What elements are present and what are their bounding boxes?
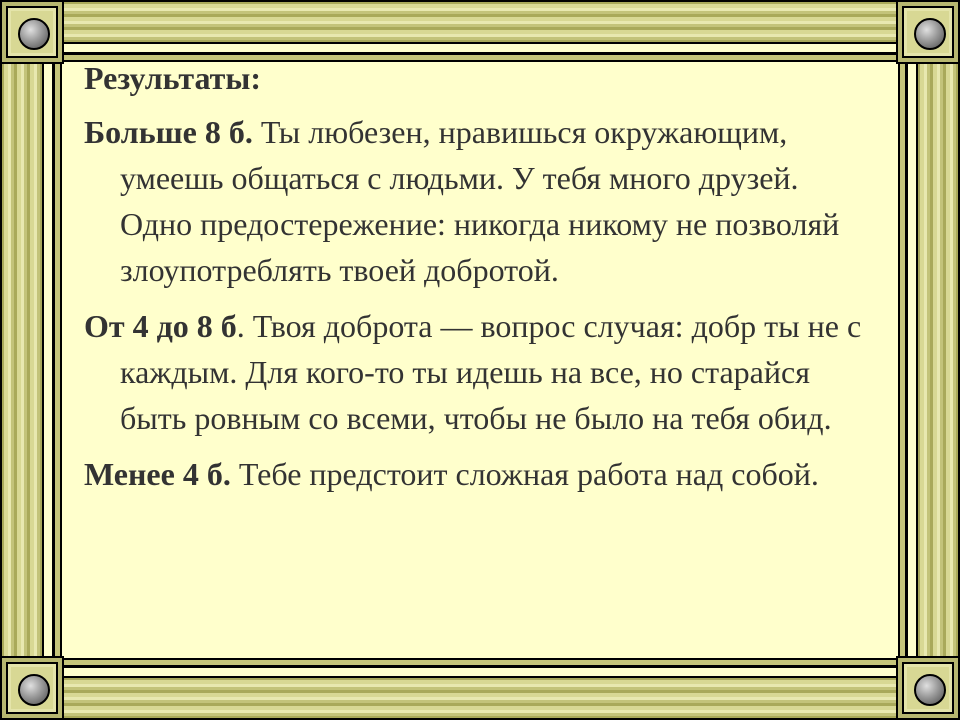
corner-ornament-top-left <box>0 0 64 64</box>
results-text <box>84 52 874 497</box>
knob-icon <box>914 674 946 706</box>
result-label: Больше 8 б. <box>84 114 253 150</box>
result-paragraph-low <box>84 451 874 497</box>
knob-icon <box>914 18 946 50</box>
result-label: От 4 до 8 б <box>84 308 237 344</box>
knob-icon <box>18 674 50 706</box>
corner-ornament-top-right <box>896 0 960 64</box>
result-text: . Твоя доброта — вопрос случая: добр ты не с каждым. Для кого-то ты идешь на все, но старайся быть ровным со всеми, чтобы не было на тебя обид. <box>120 308 862 436</box>
result-text: Ты любезен, нравишься окружающим, умеешь общаться с людьми. У тебя много друзей. Одно предостережение: никогда никому не позволяй злоупотреблять твоей добротой. <box>120 114 840 288</box>
knob-icon <box>18 18 50 50</box>
result-paragraph-high <box>84 109 874 293</box>
corner-ornament-bottom-left <box>0 656 64 720</box>
results-heading: Результаты: <box>84 60 262 96</box>
result-text: Тебе предстоит сложная работа над собой. <box>238 456 819 492</box>
frame-left-bar <box>0 60 44 660</box>
frame-right-bar <box>916 60 960 660</box>
result-paragraph-mid <box>84 303 874 441</box>
corner-ornament-bottom-right <box>896 656 960 720</box>
result-label: Менее 4 б. <box>84 456 231 492</box>
frame-bottom-bar <box>60 676 900 720</box>
frame-top-bar <box>60 0 900 44</box>
